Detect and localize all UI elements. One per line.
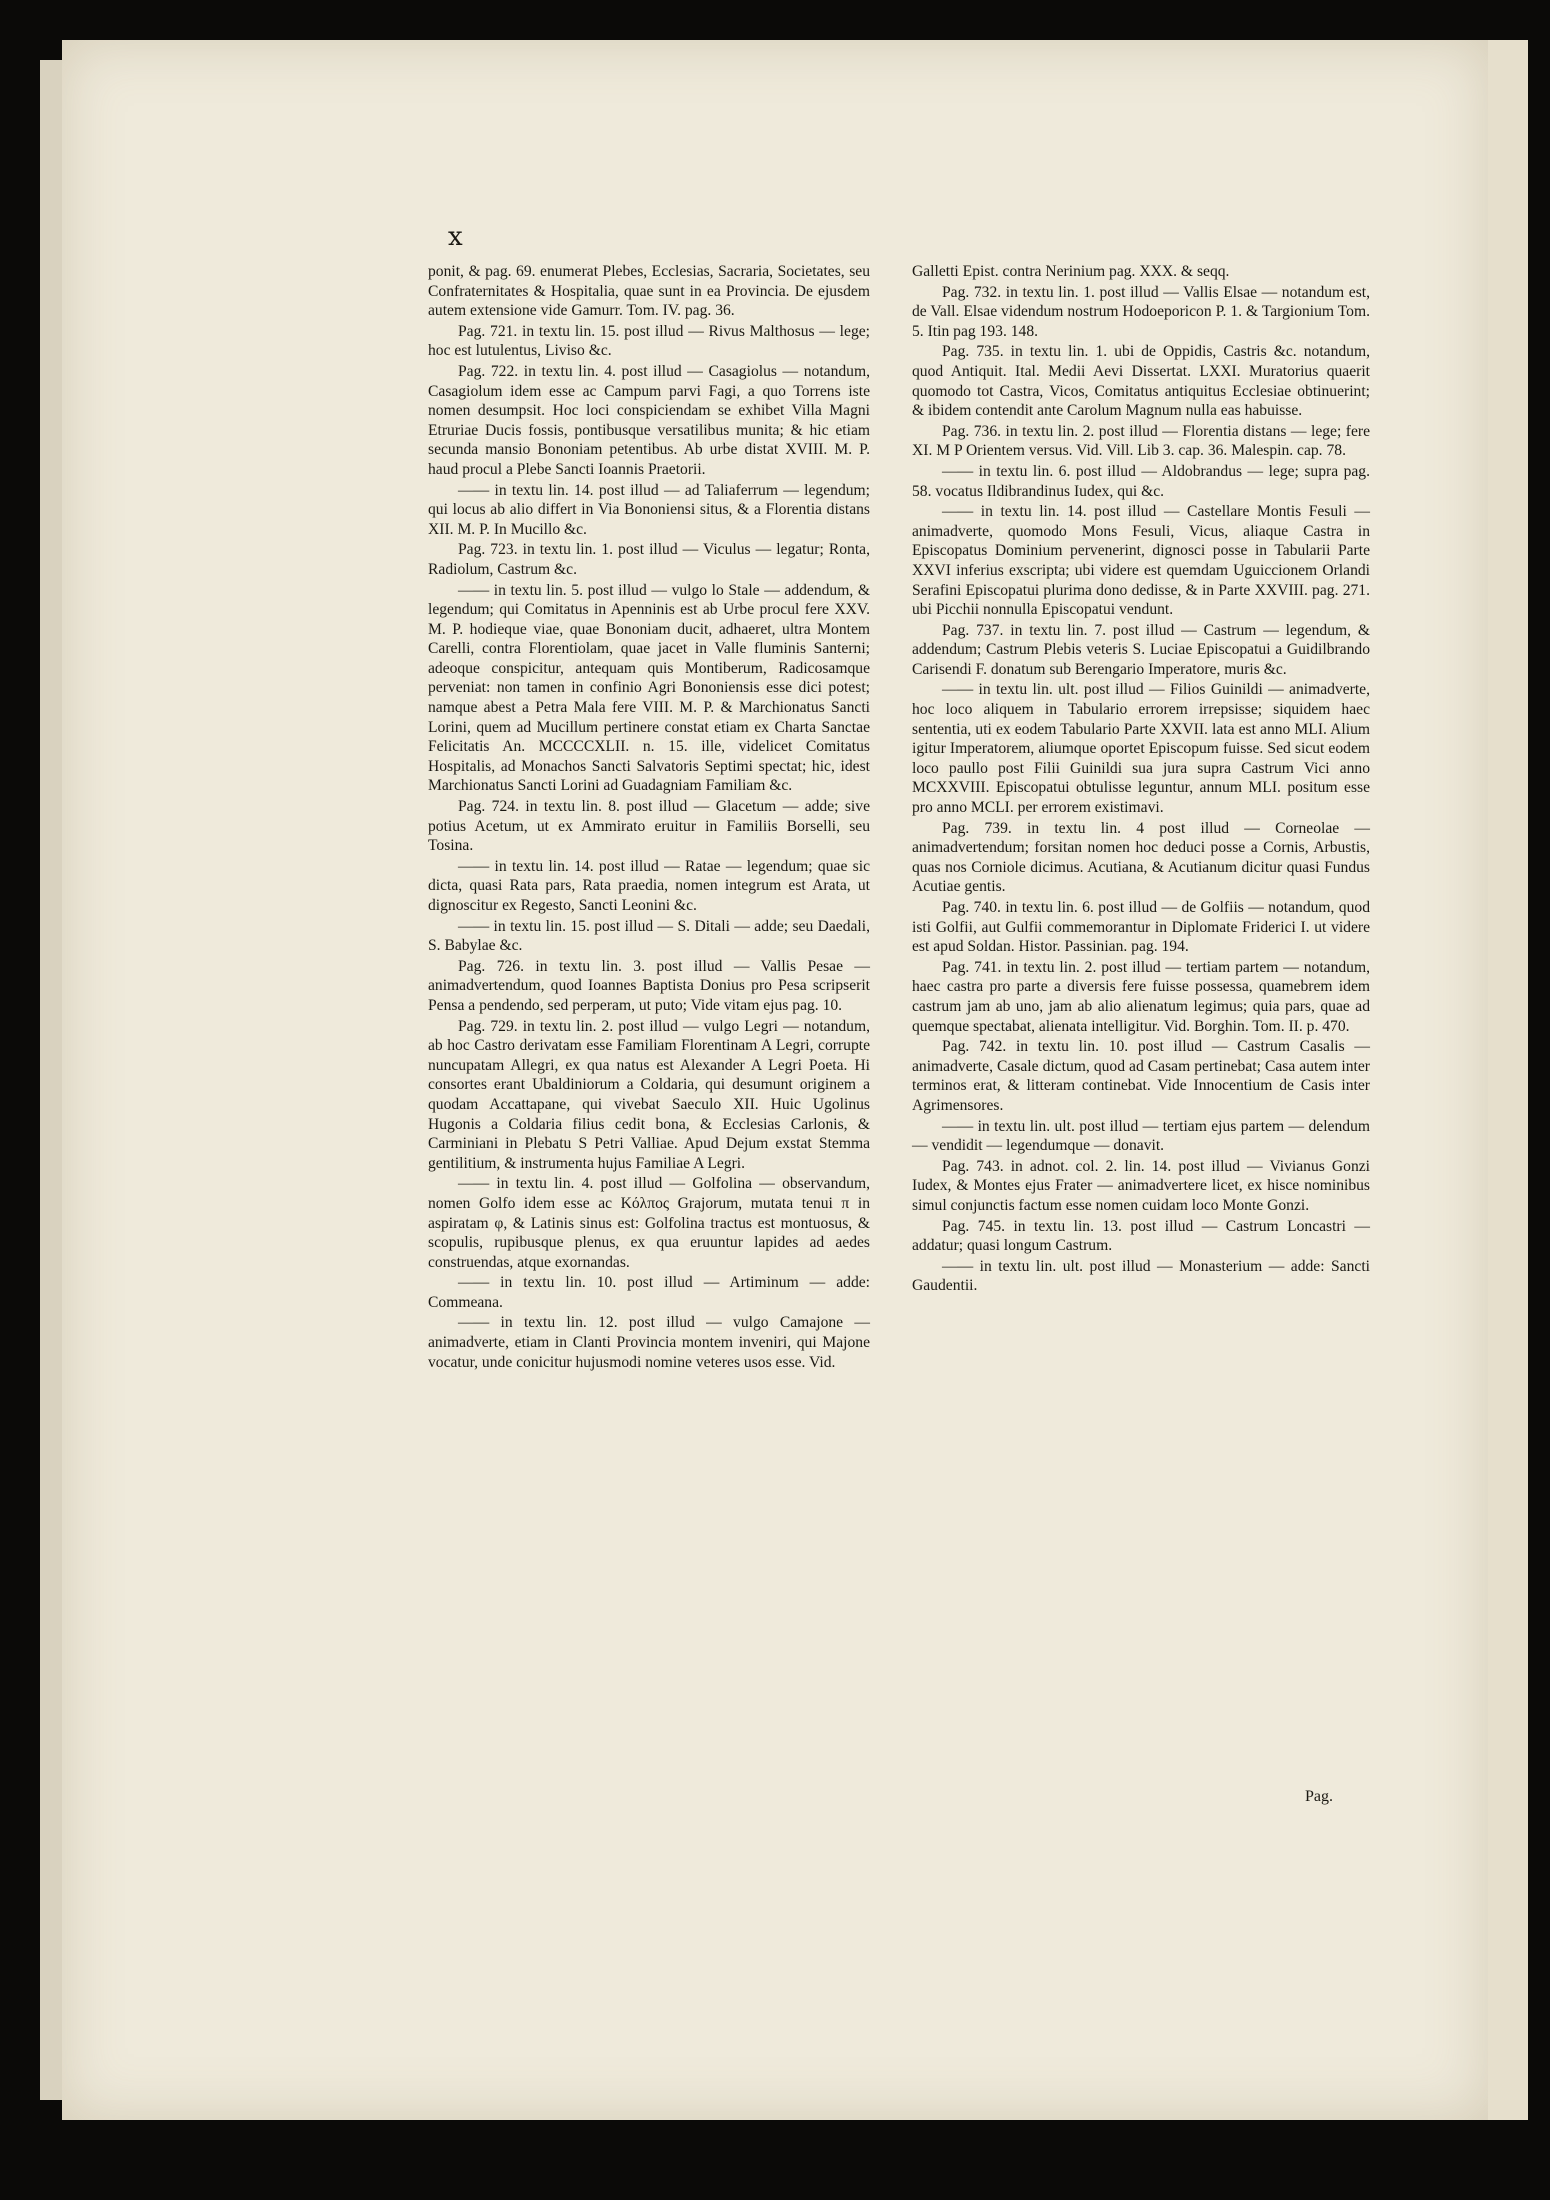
paragraph: —— in textu lin. 10. post illud — Artiminum — adde: Commeana. xyxy=(428,1274,870,1311)
page-number: x xyxy=(448,222,463,252)
paragraph: —— in textu lin. ult. post illud — Monasterium — adde: Sancti Gaudentii. xyxy=(912,1257,1370,1295)
right-page-edge xyxy=(1488,40,1528,2120)
paragraph: Pag. 743. in adnot. col. 2. lin. 14. post illud — Vivianus Gonzi Iudex, & Montes ejus Frater — animadvertere licet, ex hisce nominibus simul conjunctis factum esse nomen cuidam loco Monte Gonzi. xyxy=(912,1157,1370,1214)
right-text-column xyxy=(912,262,1370,1297)
paragraph: —— in textu lin. 6. post illud — Aldobrandus — lege; supra pag. 58. vocatus Ildibrandinus Iudex, qui &c. xyxy=(912,462,1370,500)
paragraph: Galletti Epist. contra Nerinium pag. XXX. & seqq. xyxy=(912,263,1230,280)
paragraph: Pag. 745. in textu lin. 13. post illud — Castrum Loncastri — addatur; quasi longum Castrum. xyxy=(912,1217,1370,1255)
catchword: Pag. xyxy=(1305,1788,1333,1805)
paragraph: —— in textu lin. 5. post illud — vulgo lo Stale — addendum, & legendum; qui Comitatus in Apenninis est ab Urbe procul fere XXV. M. P. hodieque viae, quae Bononiam ducit, adhaeret, ultra Montem Carelli, contra Florentiolam, quae jacet in Valle fluminis Santerni; adeoque conspicitur, antequam quis Montiberum, Radicosamque perveniat: non tamen in confinio Agri Bononiensis esse dici potest; namque abest a Petra Mala fere VIII. M. P. & Marchionatus Sancti Lorini, quem ad Mucillum pertinere constat etiam ex Charta Sanctae Felicitatis An. MCCCCXLII. n. 15. ille, videlicet Comitatus Hospitalis, ad Monachos Sancti Salvatoris Septimi spectat; hic, idest Marchionatus Sancti Lorini ad Guadagniam Familiam &c. xyxy=(428,581,870,795)
paragraph: Pag. 721. in textu lin. 15. post illud — Rivus Malthosus — lege; hoc est lutulentus, Liviso &c. xyxy=(428,322,870,360)
paragraph: —— in textu lin. 14. post illud — Ratae — legendum; quae sic dicta, quasi Rata pars, Rata praedia, nomen integrum est Arata, ut dignoscitur ex Regesto, Sancti Leonini &c. xyxy=(428,857,870,914)
paragraph: Pag. 735. in textu lin. 1. ubi de Oppidis, Castris &c. notandum, quod Antiquit. Ital. Medii Aevi Dissertat. LXXI. Muratorius quaerit quomodo tot Castra, Vicos, Comitatus antiquitus Ecclesiae obtinuerint; & ibidem contendit ante Carolum Magnum nulla eas habuisse. xyxy=(912,343,1370,420)
paragraph: Pag. 736. in textu lin. 2. post illud — Florentia distans — lege; fere XI. M P Orientem versus. Vid. Vill. Lib 3. cap. 36. Malespin. cap. 78. xyxy=(912,422,1370,460)
paragraph: Pag. 723. in textu lin. 1. post illud — Viculus — legatur; Ronta, Radiolum, Castrum &c. xyxy=(428,541,870,578)
paragraph: Pag. 724. in textu lin. 8. post illud — Glacetum — adde; sive potius Acetum, ut ex Ammirato eruitur in Familiis Borselli, seu Tosina. xyxy=(428,798,870,855)
paragraph: Pag. 722. in textu lin. 4. post illud — Casagiolus — notandum, Casagiolum idem esse ac Campum parvi Fagi, a quo Torrens iste nomen desumpsit. Hoc loci conspiciendam se exhibet Villa Magni Etruriae Ducis fossis, pontibusque versatilibus munita; & hic etiam secunda mansio Bononiam petentibus. Ab urbe distat XVIII. M. P. haud procul a Plebe Sancti Ioannis Praetorii. xyxy=(428,362,870,478)
paragraph: Pag. 732. in textu lin. 1. post illud — Vallis Elsae — notandum est, de Vall. Elsae videndum nostrum Hodoeporicon P. 1. & Targionium Tom. 5. Itin pag 193. 148. xyxy=(912,283,1370,340)
left-text-column xyxy=(428,262,870,1373)
paragraph: —— in textu lin. 12. post illud — vulgo Camajone — animadverte, etiam in Clanti Provincia montem inveniri, qui Majone vocatur, unde conicitur hujusmodi nomine veteres usos esse. Vid. xyxy=(428,1314,870,1371)
paragraph: Pag. 737. in textu lin. 7. post illud — Castrum — legendum, & addendum; Castrum Plebis veteris S. Luciae Episcopatui a Guidilbrando Carisendi F. donatum sub Berengario Imperatore, muris &c. xyxy=(912,621,1370,678)
paragraph: Pag. 739. in textu lin. 4 post illud — Corneolae — animadvertendum; forsitan nomen hoc deduci posse a Cornis, Arbustis, quas nos Corniole dicimus. Acutiana, & Acutianum dicitur quasi Fundus Acutiae gentis. xyxy=(912,819,1370,896)
paragraph: —— in textu lin. ult. post illud — Filios Guinildi — animadverte, hoc loco aliquem in Tabulario errorem irrepsisse; siquidem haec sententia, uti ex eodem Tabulario Parte XXVII. lata est anno MLI. Alium igitur Imperatorem, aliumque oportet Episcopum fuisse. Sed sicut eodem loco paullo post Filii Guinildi sua jura supra Castrum Vici anno MCXXVIII. Episcopatui obtulisse leguntur, annum MLI. positum esse pro anno MCLI. per errorem existimavi. xyxy=(912,681,1370,817)
paragraph: Pag. 742. in textu lin. 10. post illud — Castrum Casalis — animadverte, Casale dictum, quod ad Casam pertinebat; Casa autem inter terminos erat, & litteram continebat. Vide Innocentium de Casis inter Agrimensores. xyxy=(912,1038,1370,1114)
paragraph: Pag. 740. in textu lin. 6. post illud — de Golfiis — notandum, quod isti Golfii, aut Gulfii commemorantur in Diplomate Friderici I. ut videre est apud Soldan. Histor. Passinian. pag. 194. xyxy=(912,899,1370,956)
paragraph: —— in textu lin. 14. post illud — ad Taliaferrum — legendum; qui locus ab alio differt in Via Bononiensi situs, & a Florentia distans XII. M. P. In Mucillo &c. xyxy=(428,481,870,538)
paragraph: —— in textu lin. 15. post illud — S. Ditali — adde; seu Daedali, S. Babylae &c. xyxy=(428,917,870,955)
paragraph: Pag. 729. in textu lin. 2. post illud — vulgo Legri — notandum, ab hoc Castro derivatam esse Familiam Florentinam A Legri, corrupte nuncupatam Allegri, ex qua natus est Alexander A Legri Poeta. Hi consortes erant Ubaldiniorum a Coldaria, qui desumunt originem a quodam Accattapane, qui vivebat Saeculo XII. Huic Ugolinus Hugonis a Coldaria filius cedit bona, & Ecclesias Carlonis, & Carminiani in Plebatu S Petri Valliae. Apud Dejum exstat Stemma gentilitium, & instrumenta hujus Familiae A Legri. xyxy=(428,1017,870,1172)
paragraph: Pag. 741. in textu lin. 2. post illud — tertiam partem — notandum, haec castra pro parte a diversis fere fuisse possessa, quamebrem idem castrum jam ab uno, jam ab alio alienatum legimus; quia pars, quae ad quemque spectabat, alienata intelligitur. Vid. Borghin. Tom. II. p. 470. xyxy=(912,958,1370,1035)
paragraph: —— in textu lin. ult. post illud — tertiam ejus partem — delendum — vendidit — legendumque — donavit. xyxy=(912,1117,1370,1155)
paragraph: Pag. 726. in textu lin. 3. post illud — Vallis Pesae — animadvertendum, quod Ioannes Baptista Donius pro Pesa scripserit Pensa a pendendo, sed perperam, ut puto; Vide vitam ejus pag. 10. xyxy=(428,957,870,1014)
paragraph: —— in textu lin. 14. post illud — Castellare Montis Fesuli — animadverte, quomodo Mons Fesuli, Vicus, aliaque Castra in Episcopatus Dominium pervenerint, dignosci posse in Tabularii Parte XXVI inferius exscripta; ubi videre est quemdam Uguiccionem Orlandi Serafini Episcopatui plurima dono dedisse, & in Parte XXVIII. pag. 271. ubi Picchii nonnulla Episcopatui vendunt. xyxy=(912,503,1370,619)
paragraph: —— in textu lin. 4. post illud — Golfolina — observandum, nomen Golfo idem esse ac Κόλπος Grajorum, mutata tenui π in aspiratam φ, & Latinis sinus est: Golfolina tractus est montuosus, & scopulis, rupibusque plenus, ex qua eruuntur lapides ad aedes construendas, atque exornandas. xyxy=(428,1175,870,1271)
paragraph: ponit, & pag. 69. enumerat Plebes, Ecclesias, Sacraria, Societates, seu Confraternitates & Hospitalia, quae sunt in ea Provincia. De ejusdem autem extensione vide Gamurr. Tom. IV. pag. 36. xyxy=(428,263,870,320)
